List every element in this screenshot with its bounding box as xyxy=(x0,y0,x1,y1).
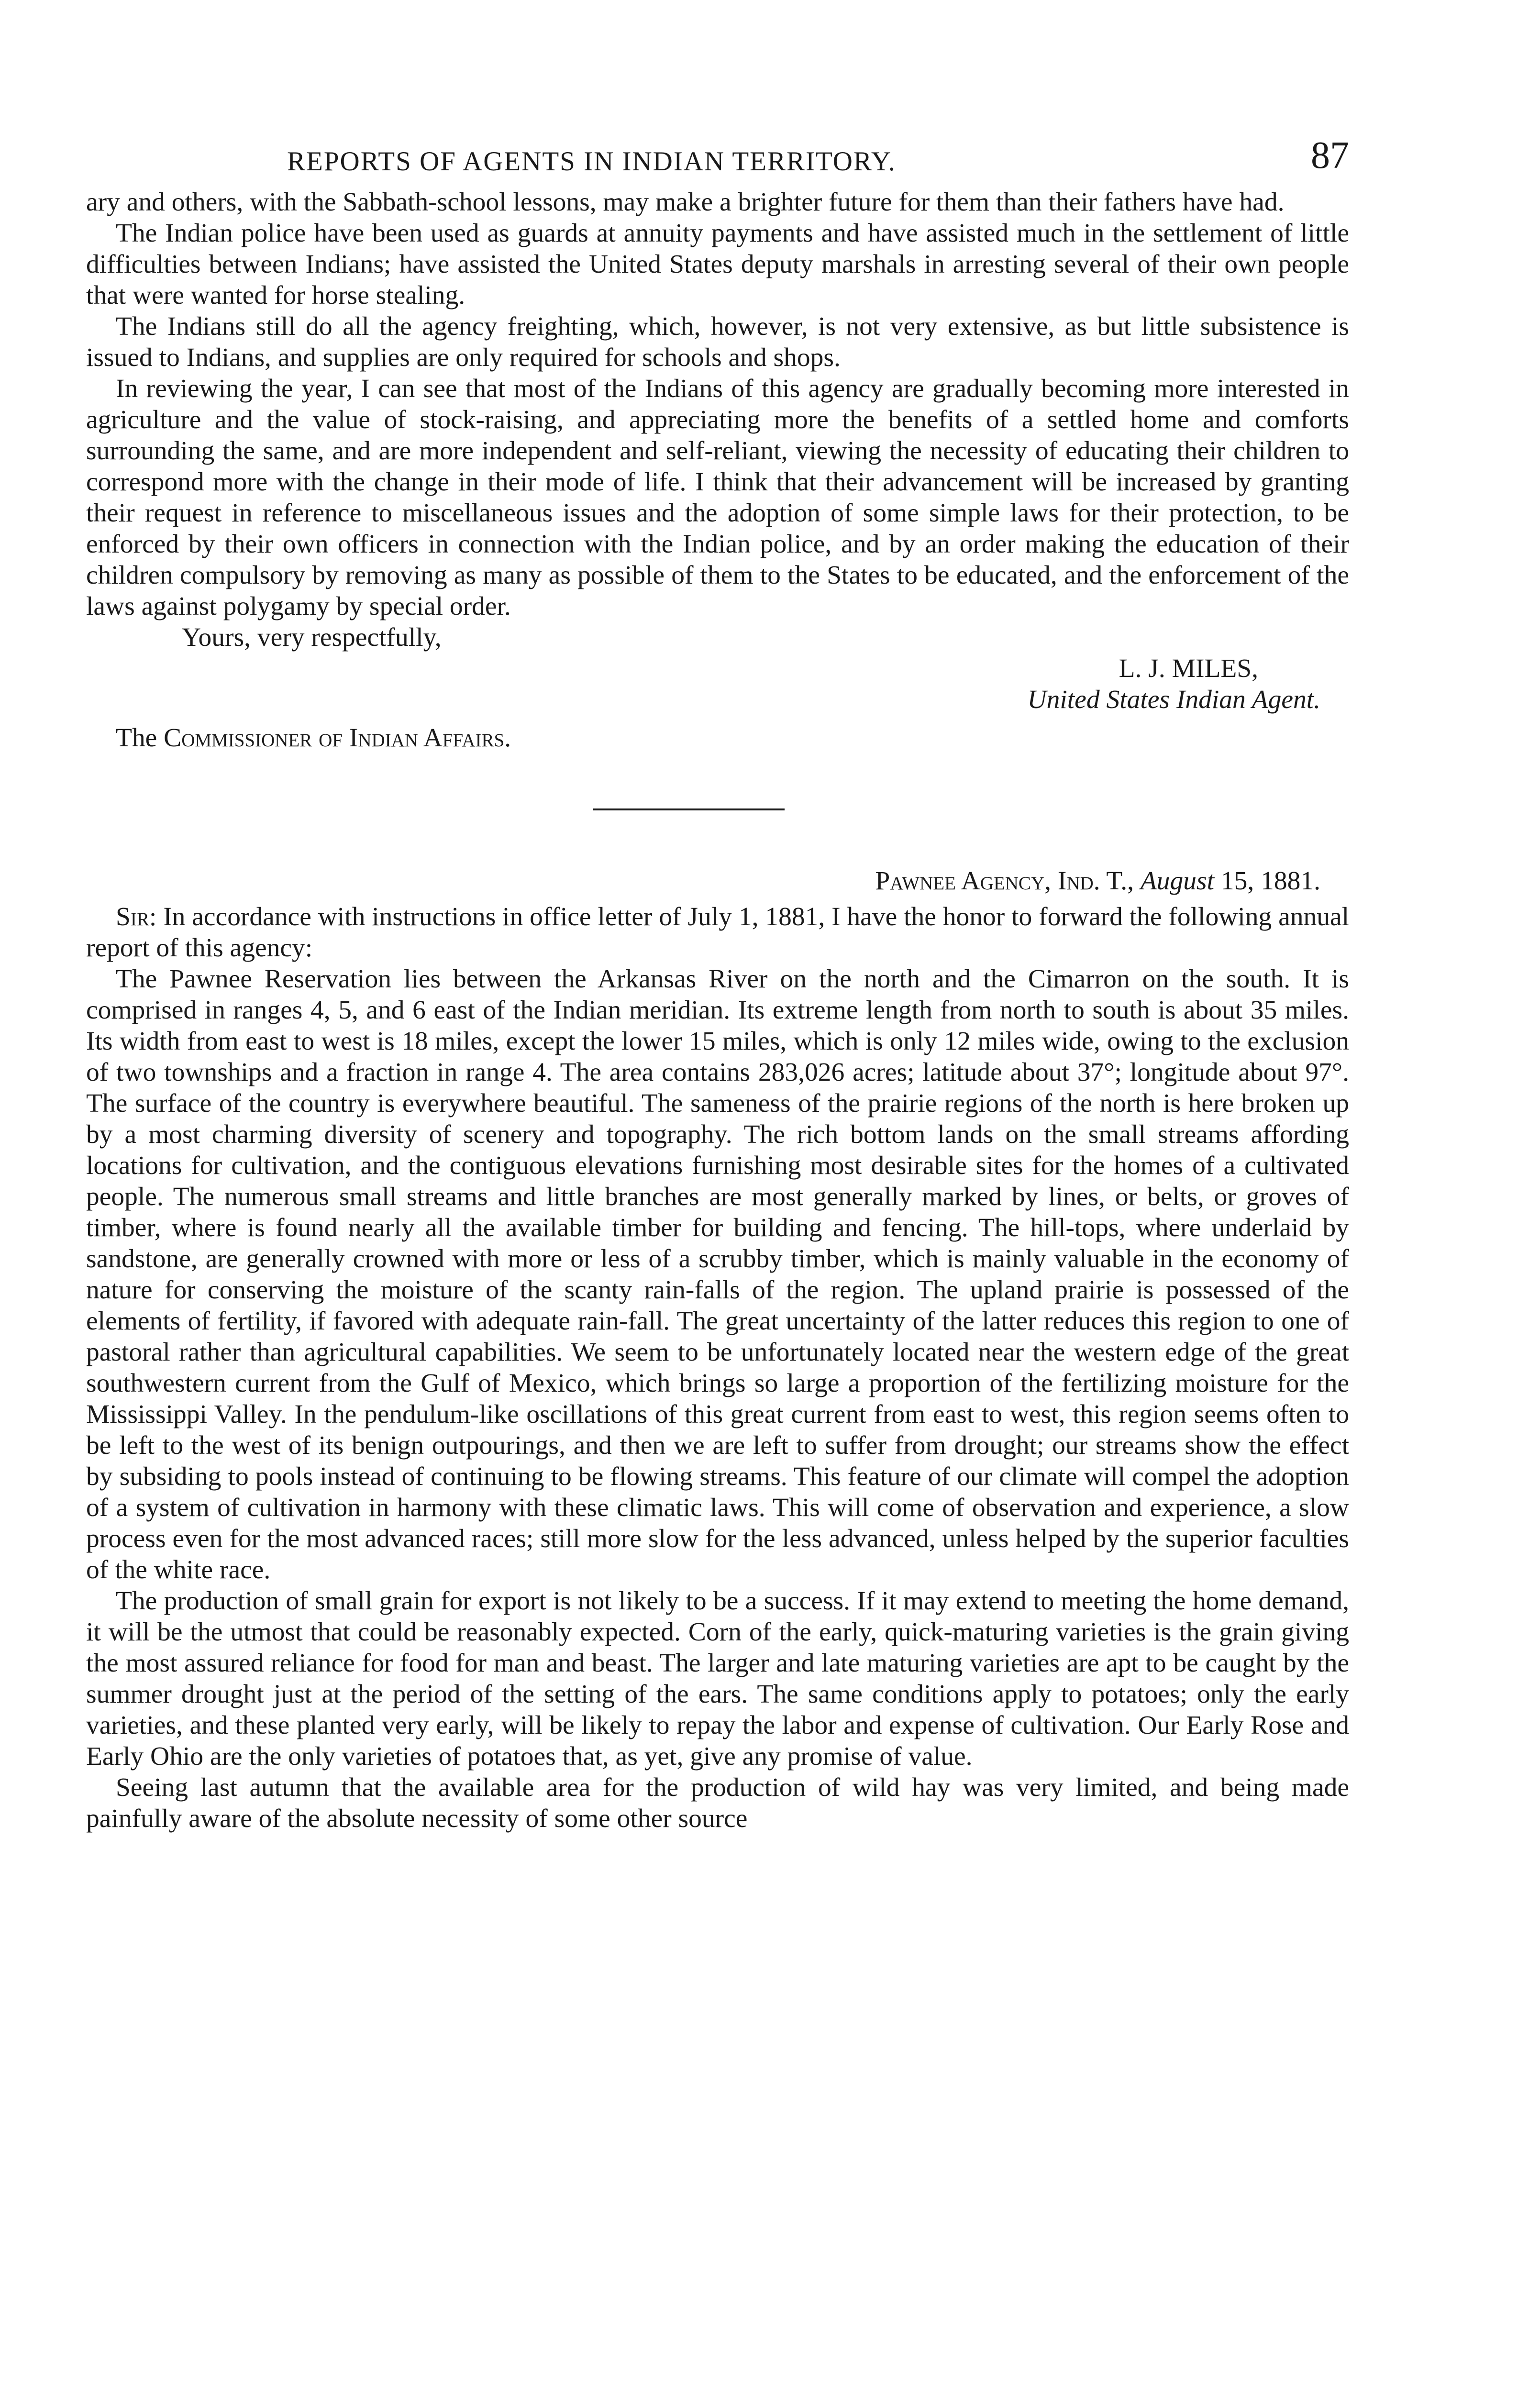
paragraph-wild-hay: Seeing last autumn that the available area for the production of wild hay was very limited, and being made painfully aware of the absolute necessity of some other source xyxy=(86,1773,1349,1833)
letter-one-body xyxy=(86,187,1349,622)
signature-block xyxy=(86,653,1349,715)
addressee-prefix: The xyxy=(116,723,157,753)
page-number: 87 xyxy=(1311,134,1349,177)
salutation: Sir: xyxy=(116,902,157,931)
dateline-place: Pawnee Agency, Ind. T., xyxy=(875,866,1134,896)
dateline xyxy=(86,865,1349,897)
paragraph-year-review: In reviewing the year, I can see that most of the Indians of this agency are gradually becoming more interested in agriculture and the value of stock-raising, and appreciating more the benefits of a settled home and comforts surrounding the same, and are more independent and self-reliant, viewing the necessity of educating their children to correspond more with the change in their mode of life. I think that their advancement will be increased by granting their request in reference to miscellaneous issues and the adoption of some simple laws for their protection, to be enforced by their own officers in connection with the Indian police, and by an order making the education of their children compulsory by removing as many as possible of them to the States to be educated, and the enforcement of the laws against polygamy by special order. xyxy=(86,374,1349,621)
paragraph-reservation: The Pawnee Reservation lies between the Arkansas River on the north and the Cimarron on the south. It is comprised in ranges 4, 5, and 6 east of the Indian meridian. Its extreme length from north to south is about 35 miles. Its width from east to west is 18 miles, except the lower 15 miles, which is only 12 miles wide, owing to the exclusion of two townships and a fraction in range 4. The area contains 283,026 acres; latitude about 37°; longitude about 97°. The surface of the country is everywhere beautiful. The sameness of the prairie regions of the north is here broken up by a most charming diversity of scenery and topography. The rich bottom lands on the small streams affording locations for cultivation, and the contiguous elevations furnishing most desirable sites for the homes of a cultivated people. The numerous small streams and little branches are most generally marked by lines, or belts, or groves of timber, where is found nearly all the available timber for building and fencing. The hill-tops, where underlaid by sandstone, are generally crowned with more or less of a scrubby timber, which is mainly valuable in the economy of nature for conserving the moisture of the scanty rain-falls of the region. The upland prairie is possessed of the elements of fertility, if favored with adequate rain-fall. The great uncertainty of the latter reduces this region to one of pastoral rather than agricultural capabilities. We seem to be unfortunately located near the western edge of the great southwestern current from the Gulf of Mexico, which brings so large a proportion of the fertilizing moisture for the Mississippi Valley. In the pendulum-like oscillations of this great current from east to west, this region seems often to be left to the west of its benign outpourings, and then we are left to suffer from drought; our streams show the effect by subsiding to pools instead of continuing to be flowing streams. This feature of our climate will compel the adoption of a system of cultivation in harmony with these climatic laws. This will come of observation and experience, a slow process even for the most advanced races; still more slow for the less advanced, unless helped by the superior faculties of the white race. xyxy=(86,964,1349,1584)
letter-two-body xyxy=(86,901,1349,1834)
letter-closing: Yours, very respectfully, xyxy=(182,623,442,652)
paragraph-salutation xyxy=(86,901,1349,963)
dateline-month: August xyxy=(1140,866,1214,896)
addressee-name: Commissioner of Indian Affairs. xyxy=(164,723,511,753)
signature-title: United States Indian Agent. xyxy=(1027,685,1320,714)
dateline-day-year: 15, 1881. xyxy=(1220,866,1320,896)
signature-name: L. J. MILES, xyxy=(1119,654,1258,683)
paragraph-continuation: ary and others, with the Sabbath-school lessons, may make a brighter future for them than their fathers have had. xyxy=(86,188,1285,217)
running-title: REPORTS OF AGENTS IN INDIAN TERRITORY. xyxy=(287,146,896,177)
paragraph-small-grain: The production of small grain for export is not likely to be a success. If it may extend to meeting the home demand, it will be the utmost that could be reasonably expected. Corn of the early, quick-maturing varieties is the grain giving the most assured reliance for food for man and beast. The larger and late maturing varieties are apt to be caught by the summer drought just at the period of the setting of the ears. The same conditions apply to potatoes; only the early varieties, and these planted very early, will be likely to repay the labor and expense of cultivation. Our Early Rose and Early Ohio are the only varieties of potatoes that, as yet, give any promise of value. xyxy=(86,1586,1349,1771)
running-header xyxy=(86,129,1349,187)
page-content xyxy=(86,129,1349,1834)
paragraph-indian-police: The Indian police have been used as guards at annuity payments and have assisted much in the settlement of little difficulties between Indians; have assisted the United States deputy marshals in arresting several of their own people that were wanted for horse stealing. xyxy=(86,219,1349,310)
section-divider xyxy=(593,808,785,810)
salutation-text: In accordance with instructions in office letter of July 1, 1881, I have the honor to forward the following annual report of this agency: xyxy=(86,902,1350,963)
addressee-line xyxy=(86,722,1349,753)
paragraph-agency-freighting: The Indians still do all the agency freighting, which, however, is not very extensive, as but little subsistence is issued to Indians, and supplies are only required for schools and shops. xyxy=(86,312,1349,372)
